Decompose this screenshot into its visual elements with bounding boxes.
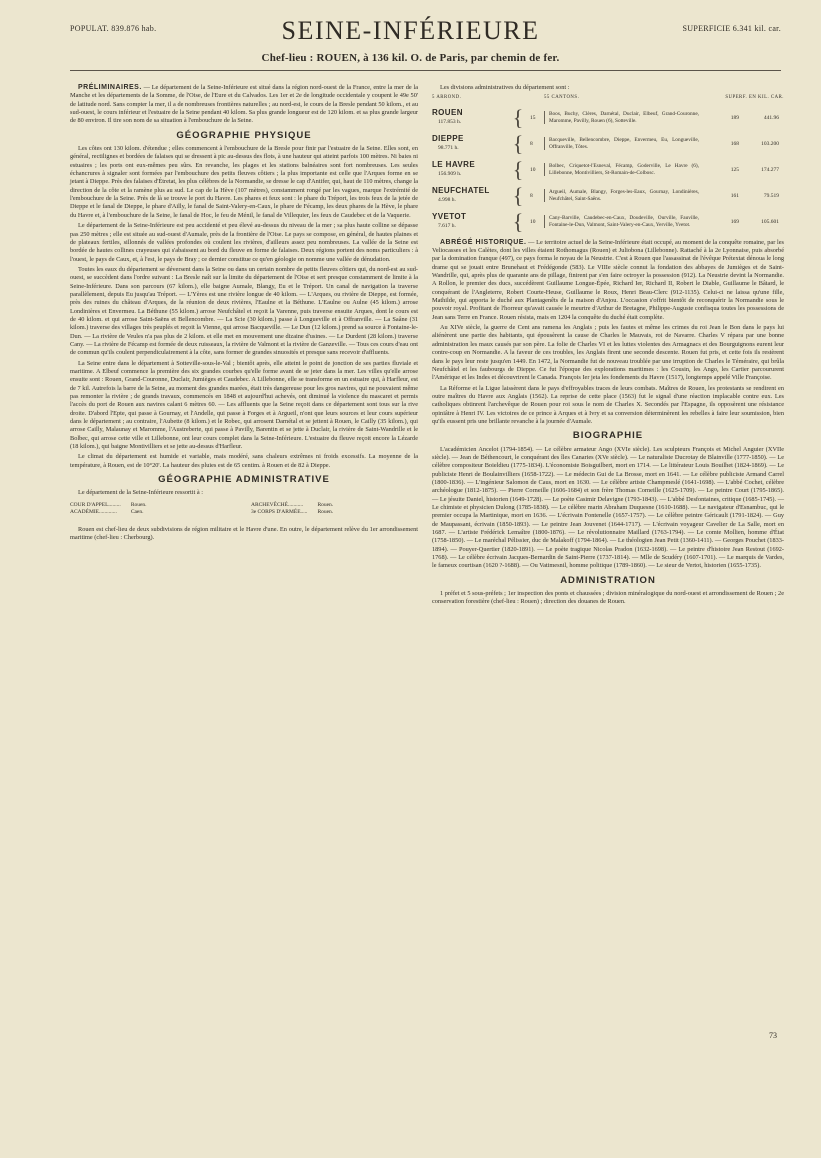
administration-heading: ADMINISTRATION	[560, 574, 656, 586]
arrondissement-row	[432, 130, 784, 156]
administrative-table	[70, 502, 418, 516]
arrondissements-table-header	[432, 94, 784, 102]
arrondissement-name: NEUFCHATEL	[432, 186, 490, 196]
arrondissement-population: 117.853 h.	[438, 118, 462, 125]
arrondissement-superficie: 103.200	[761, 140, 779, 147]
page-title: SEINE-INFÉRIEURE	[281, 16, 540, 45]
canton-count: 10	[530, 218, 536, 225]
admin-value: Caen.	[130, 508, 144, 515]
canton-count: 8	[530, 140, 533, 147]
arrondissement-name-cell	[432, 213, 506, 230]
canton-count: 10	[530, 166, 536, 173]
arrondissement-superficie: 441.96	[763, 114, 779, 121]
arrondissement-number: 169	[730, 218, 739, 225]
brace-icon: {	[512, 130, 524, 156]
header-superficie: SUPERF. EN KIL. CAR.	[725, 95, 784, 101]
admin-value: Rouen.	[317, 501, 334, 508]
admin-key: ARCHEVÊCHÉ...........	[250, 501, 304, 508]
arrondissement-row	[432, 208, 784, 234]
right-column	[432, 84, 784, 609]
brace-icon: {	[512, 208, 524, 234]
geo-administrative-heading: GÉOGRAPHIE ADMINISTRATIVE	[158, 474, 330, 486]
admin-table-col-1	[70, 502, 237, 516]
geo-physique-p1: Les côtes ont 130 kilom. d'étendue ; elles commencent à l'embouchure de la Bresle pour finir par l'estuaire de la Seine. Elles sont, en général, rectilignes et bordées de falaises qui se dressent à pic au-dessus des flots, à une hauteur qui atteint parfois 100 mètres. Ni baies ni estuaires ; les ports ont eux-mêmes peu sûrs. En revanche, les plages et les stations balnéaires sont fort nombreuses. Les seules échancrures à signaler sont formées par l'embouchure des petits fleuves côtiers ; la plus importante est celle que l'Arques forme en se jetant à Dieppe. Près des falaises d'Étretat, les plus célèbres de la Normandie, se dresse le cap d'Antifer, qui, haut de 110 mètres, change la direction de la côte et la ramène plus au sud. Le cap de la Hève (107 mètres), constamment rongé par les vagues, marque l'extrémité de l'embouchure de la Seine. Près de là se trouve le port du Havre. Les phares et feux sont : le phare du Tréport, les trois feux de la jetée de Dieppe et le fanal de Dieppe, le phare d'Ailly, le fanal de Saint-Valery-en-Caux, le phare de Fécamp, les deux phares de la Hève, le phare du Havre et, à l'embouchure de la Seine, le fanal de Hoc, le feu de Ménil, le fanal de Villequier, les feux de Caudebec et de la Vaquerie.	[70, 145, 418, 219]
arrondissement-name-cell	[432, 109, 506, 126]
geo-physique-p5: Le climat du département est humide et variable, mais modéré, sans chaleurs extrêmes ni froids excessifs. La moyenne de la température, à Rouen, est de 10°20'. La hauteur des pluies est de 65 centim. à Rouen et de 82 à Dieppe.	[70, 453, 418, 469]
header-arrond: 5 ARROND.	[432, 95, 462, 101]
admin-value: Rouen.	[130, 501, 147, 508]
biographie-heading: BIOGRAPHIE	[572, 430, 644, 442]
geo-physique-p4: La Seine entre dans le département à Sotteville-sous-le-Val ; bientôt après, elle atteint le point de jonction de ses parties fluviale et maritime. A Elbeuf commence la première des six grandes courbes qu'elle forme avant de se jeter dans la mer. Les villes qu'elle arrose ensuite sont : Rouen, Grand-Couronne, Duclair, Jumièges et Caudebec. A Lillebonne, elle se transforme en un estuaire qui, à Harfleur, est de 7 kil. Autrefois la barre de la Seine, au moment des grandes marées, était très dangereuse pour les gros navires, qui ne pouvaient même pas remonter la rivière ; de grands travaux, commencés en 1848 et aujourd'hui achevés, ont diminué la violence du mascaret et permis l'accès du port de Rouen aux navires calant 6 mètres 60. — Les affluents que la Seine reçoit dans ce département sont tous sur la rive droite. D'abord l'Epte, qui passe à Gournay, et l'Andelle, qui passe à Forges et à Argueil, n'ont que leurs sources et leur cours supérieur dans le département ; au contraire, l'Aubette (8 kilom.) et le Robec, qui arrosent Darnétal et se jettent à Rouen, le Cailly (35 kilom.), qui arrose Cailly, Malaunay et Maromme, l'Austreberte, qui passe à Pavilly, Barentin et se jette à Duclair, la rivière de Saint-Wandrille et le Bolbec, qui arrose cette ville et Lillebonne, ont leur cours complet dans la Seine-Inférieure. L'estuaire du fleuve reçoit encore la Lézarde (18 kilom.), qui baigne Montivilliers et se jette au-dessus d'Harfleur.	[70, 359, 418, 451]
header-rule	[70, 70, 781, 71]
arrondissement-name: ROUEN	[432, 108, 463, 118]
abrege-paragraph-2: Au XIVe siècle, la guerre de Cent ans ramena les Anglais ; puis les fautes et même les crimes du roi Jean le Bon dans le pays lui aliénèrent une partie des habitants, qui épousèrent la cause de Charles le Mauvais, roi de Navarre. Charles V répara par une bonne administration les maux causés par son père. La folie de Charles VI et les luttes violentes des Armagnacs et des Bourguignons eurent leur contre-coup en Normandie. A la faveur de ces troubles, les Anglais firent une seconde descente. Rouen fut pris, et cette fois ils restèrent dans le pays leur reste jusqu'en 1449. En 1472, la Normandie fut de nouveau troublée par une irruption de Charles le Téméraire, qui brûla Neufchâtel et les faubourgs de Dieppe. Ce fut l'époque des explorations maritimes : les Cousin, les Ango, les Cartier parcoururent l'Amérique et les Indes et découvrirent le Canada. François Ier jeta les fondements du Havre (1517), longtemps appelé Ville Françoise.	[432, 324, 784, 382]
canton-list: Boos, Buchy, Clères, Darnétal, Duclair, Elbeuf, Grand-Couronne, Maromme, Pavilly, Rouen (6), Sotteville.	[544, 111, 699, 124]
arrondissement-row	[432, 182, 784, 208]
administration-text: 1 préfet et 5 sous-préfets ; 1er inspection des ponts et chaussées ; division minéralogique du nord-ouest et arrondissement de Rouen ; 2e conservation forestière (chef-lieu : Rouen) ; direction des douanes de Rouen.	[432, 590, 784, 606]
geo-physique-heading: GÉOGRAPHIE PHYSIQUE	[176, 129, 312, 141]
arrondissement-name-cell	[432, 161, 506, 178]
superficie-label: SUPERFICIE 6.341 kil. car.	[682, 24, 781, 33]
arrondissement-name-cell	[432, 135, 506, 152]
abrege-heading: ABRÉGÉ HISTORIQUE.	[440, 238, 527, 246]
header-cantons: 55 CANTONS.	[544, 95, 580, 101]
abrege-paragraph-3: La Réforme et la Ligue laissèrent dans le pays d'effroyables traces de leurs combats. Maîtres de Rouen, les protestants se rendirent en outre maîtres du Havre aux Anglais (1562). La reprise de cette place (1563) fut le signal d'une réaction implacable contre eux. Les catholiques obtinrent l'archevêque de Rouen pour roi sous le nom de Charles X. Secondés par l'Espagne, ils opposèrent une résistance opiniâtre à Henri IV. Les victoires de ce prince à Arques et à Ivry et sa conversion déterminèrent les rebelles à faire leur soumission, bien qu'ils eussent pris une brillante revanche à la journée d'Aumale.	[432, 384, 784, 425]
brace-icon: {	[512, 104, 524, 130]
canton-list: Bacqueville, Bellencombre, Dieppe, Envermeu, Eu, Longueville, Offranville, Tôtes.	[544, 137, 699, 150]
page-number: 73	[769, 1031, 777, 1040]
admin-key: 3e CORPS D'ARMÉE.....	[250, 508, 308, 515]
arrondissement-superficie: 105.601	[761, 218, 779, 225]
arrondissement-number: 161	[730, 192, 739, 199]
arrondissement-number: 189	[730, 114, 739, 121]
arrondissement-name: LE HAVRE	[432, 160, 476, 170]
arrondissement-superficie: 174.277	[761, 166, 779, 173]
brace-icon: {	[512, 182, 524, 208]
preliminaires-paragraph	[70, 84, 418, 126]
arrondissement-number: 168	[730, 140, 739, 147]
arrondissement-number: 125	[730, 166, 739, 173]
admin-key: ACADÉMIE.............	[70, 508, 117, 515]
abrege-text-1: — Le territoire actuel de la Seine-Inférieure était occupé, au moment de la conquête romaine, par les Veliocasses et les Calètes, dont les villes étaient Rothomagus (Rouen) et Juliobona (Lillebonne). Rattaché à la 2e Lyonnaise, puis absorbé par la domination franque (497), ce pays forma le noyau de la Neustrie. C'est à Rouen que l'assassinat de l'évêque Prétextat dénoua le long drame qui se jouait entre Brunehaut et Frédégonde (583). Le VIIIe siècle connut la fondation des abbayes de Jumièges et de Saint-Wandrille, qui, après plus de quarante ans de pillage, finirent par s'en faire octroyer la possession (912). La Neustrie devint la Normandie. A Rollon, le premier des ducs, succédèrent Guillaume Longue-Épée, Richard Ier, Richard II, Robert le Diable, Guillaume le Bâtard, le conquérant de l'Angleterre, Robert Courte-Heuse, Guillaume le Roux, Henri Beau-Clerc (912-1135). Celui-ci ne laissa qu'une fille, Mathilde, qui apporta le duché aux Plantagenêts de la maison d'Anjou. L'occasion s'offrit bientôt de reconquérir la Normandie sous le pouvoir royal. Profitant de l'horreur qu'avait causée le meurtre d'Arthur de Bretagne, Philippe-Auguste confisqua toutes les possessions de Jean sans Terre en France. Rouen résista, mais en 1204 la conquête du duché était complète.	[432, 238, 784, 321]
canton-count: 15	[530, 114, 536, 121]
geo-administrative-intro: Le département de la Seine-Inférieure ressortit à :	[78, 489, 204, 497]
canton-list: Argueil, Aumale, Blangy, Forges-les-Eaux, Gournay, Londinières, Neufchâtel, Saint-Saëns.	[544, 189, 699, 202]
geo-physique-p3: Toutes les eaux du département se déversent dans la Seine ou dans un certain nombre de petits fleuves côtiers qui, du nord-est au sud-ouest, se succèdent dans l'ordre suivant : La Bresle naît sur la limite du département de l'Oise et sert presque constamment de limite à la Seine-Inférieure. Dans son parcours (67 kilom.), elle baigne Aumale, Blangy, Eu et le Tréport. Un canal de navigation la traverse parallèlement, depuis Eu jusqu'au Tréport. — L'Yères est une rivière longue de 40 kilom. — L'Arques, ou rivière de Dieppe, est formée, près des ruines du château d'Arques, de la réunion de deux rivières, l'Eaulne et la Béthune. L'Eaulne ou Aulne (45 kilom.) arrose Londinières et Envermeu. La Béthune (55 kilom.) arrose Neufchâtel et reçoit la Varenne, puis traverse ensuite Arques, dont le cours est de 40 kilom. et qui arrose Saint-Saëns et Bellencombre. — La Scie (30 kilom.) passe à Longueville et à Offranville. — La Saâne (31 kilom.) traverse des villages très peuplés et reçoit la Vienne, qui arrose Bacqueville. — Le Dun (12 kilom.) prend sa source à Fontaine-le-Dun. — La rivière de Veules n'a pas plus de 2 kilom. et elle met en mouvement une dizaine d'usines. — Le Durdent (28 kilom.) traverse Cany. — La rivière de Fécamp est formée de deux ruisseaux, la rivière de Valmont et la rivière de Ganzeville. — Tous ces cours d'eau ont de commun qu'ils coulent perpendiculairement à la côte, sans former de grandes sinuosités et presque sans recevoir d'affluents.	[70, 265, 418, 357]
arrondissement-population: 98.771 h.	[438, 144, 459, 151]
arrondissement-row	[432, 156, 784, 182]
arrondissement-population: 4.998 h.	[438, 196, 456, 203]
canton-list: Bolbec, Criquetot-l'Esneval, Fécamp, Goderville, Le Havre (6), Lillebonne, Montivilliers, St-Romain-de-Colbosc.	[544, 163, 699, 176]
admin-table-col-2	[251, 502, 418, 516]
canton-count: 8	[530, 192, 533, 199]
arrondissement-population: 156.909 h.	[438, 170, 462, 177]
admin-value: Rouen.	[317, 508, 334, 515]
arrondissements-list	[432, 104, 784, 234]
arrondissement-row	[432, 104, 784, 130]
geo-administrative-text: Rouen est chef-lieu de deux subdivisions de région militaire et le Havre d'une. En outre, le département relève du 1er arrondissement maritime (chef-lieu : Cherbourg).	[70, 525, 418, 542]
arrondissement-name: DIEPPE	[432, 134, 464, 144]
abrege-paragraph-1	[432, 239, 784, 322]
page-subtitle: Chef-lieu : ROUEN, à 136 kil. O. de Paris, par chemin de fer.	[261, 52, 560, 64]
divisions-intro: Les divisions administratives du département sont :	[440, 84, 570, 91]
canton-list: Cany-Barville, Caudebec-en-Caux, Doudeville, Ourville, Fauville, Fontaine-le-Dun, Valmont, Saint-Valery-en-Caux, Yerville, Yvetot.	[544, 215, 699, 228]
brace-icon: {	[512, 156, 524, 182]
admin-key: COUR D'APPEL.........	[70, 501, 121, 508]
biographie-text: L'académicien Ancelot (1794-1854). — Le célèbre armateur Ango (XVIe siècle). Les sculpteurs François et Michel Anguier (XVIIe siècle). — Jean de Béthencourt, le conquérant des îles Canaries (XVe siècle). — Le naturaliste Ducrotay de Blainville (1777-1850). — Le célèbre compositeur Boieldieu (1775-1834). L'économiste Boisguilbert, mort en 1714. — Le littérateur Louis Bouilhet (1824-1869). — Le publiciste Henri de Boulainvilliers (1658-1722). — Le médecin Gui de La Brosse, mort en 1641. — Le célèbre publiciste Armand Carrel (1800-1836). — L'ingénieur Salomon de Caus, mort en 1630. — Le célèbre artiste Champmeslé (1641-1698). — L'abbé Cochet, célèbre archéologue (1812-1875). — Pierre Corneille (1606-1684) et son frère Thomas Corneille (1625-1709). — Le peintre Court (1795-1865). — Le jésuite Daniel, historien (1649-1728). — Le poète Casimir Delavigne (1793-1843). — L'abbé Desfontaines, critique (1685-1745). — Le chimiste et physicien Dulong (1785-1838). — Le célèbre marin Abraham Duquesne (1610-1688). — Le navigateur d'Esnambuc, qui le premier occupa la Martinique, mort en 1636. — L'écrivain Fontenelle (1657-1757). — Le célèbre peintre Géricault (1791-1824). — Guy de Maupassant, écrivain (1850-1893). — Le peintre Jean Jouvenet (1644-1717). — L'écrivain voyageur Cavelier de La Salle, mort en 1687. — L'artiste Frédérick Lemaître (1800-1876). — Le révolutionnaire Maillard (1763-1794). — Le comte Mollien, homme d'État (1758-1850). — Le maréchal Pélissier, duc de Malakoff (1794-1864). — Le théologien Jean Petit (1360-1411). — Georges Pouchet (1833-1894). — Pouyer-Quertier (1820-1891). — Le poète tragique Nicolas Pradon (1632-1698). — Le peintre d'histoire Jean Restout (1692-1768). — Le célèbre écrivain Jacques-Bernardin de Saint-Pierre (1737-1814). — Mlle de Scudéry (1607-1701). — Le marquis de Vardes, le fameux courtisan (1620 ?-1688). — Ou Vatimesnil, homme politique (1789-1860). — Le sieur de Vertot, historien (1655-1735).	[432, 445, 784, 570]
population-label: POPULAT. 839.876 hab.	[70, 24, 157, 33]
arrondissement-name-cell	[432, 187, 506, 204]
left-column	[70, 84, 418, 545]
preliminaires-heading: PRÉLIMINAIRES.	[78, 84, 142, 91]
arrondissement-population: 7.617 h.	[438, 222, 456, 229]
preliminaires-text: — Le département de la Seine-Inférieure est situé dans la région nord-ouest de la France, entre la mer de la Manche et les départements de la Somme, de l'Oise, de l'Eure et du Calvados. Les 1er et 2e de longitude occidentale y coupent le 49e 50' de latitude nord. Sans compter la mer, il a de nombreuses frontières naturelles ; au nord-est, le cours de la Bresle pendant 50 kilom., et au sud-ouest, le cours inférieur et l'estuaire de la Seine pendant 40 kilom. Sa plus grande longueur est de 120 kilom. et sa plus grande largeur de 80 environ. Il tire son nom de sa situation à l'embouchure de la Seine.	[70, 84, 418, 125]
arrondissement-superficie: 79.519	[763, 192, 779, 199]
geo-physique-p2: Le département de la Seine-Inférieure est peu accidenté et peu élevé au-dessus du niveau de la mer ; sa plus haute colline se dépasse pas 250 mètres ; elle est située au sud-ouest d'Aumale, près de la frontière de l'Oise. Le pays se compose, en général, de hautes plaines et de plateaux fertiles, sillonnés de vallées profondes où coulent les rivières, d'ailleurs assez peu nombreuses. La vallée de la Seine est bordée de hautes collines crayeuses qui s'abaissent au bord du fleuve en forme de falaises. Deux régions portent des noms particuliers : à l'ouest, le pays de Caux, et, à l'est, le pays de Bray ; ce dernier constitue ce qu'en géologie on nomme une vallée de dénudation.	[70, 222, 418, 263]
arrondissement-name: YVETOT	[432, 212, 467, 222]
